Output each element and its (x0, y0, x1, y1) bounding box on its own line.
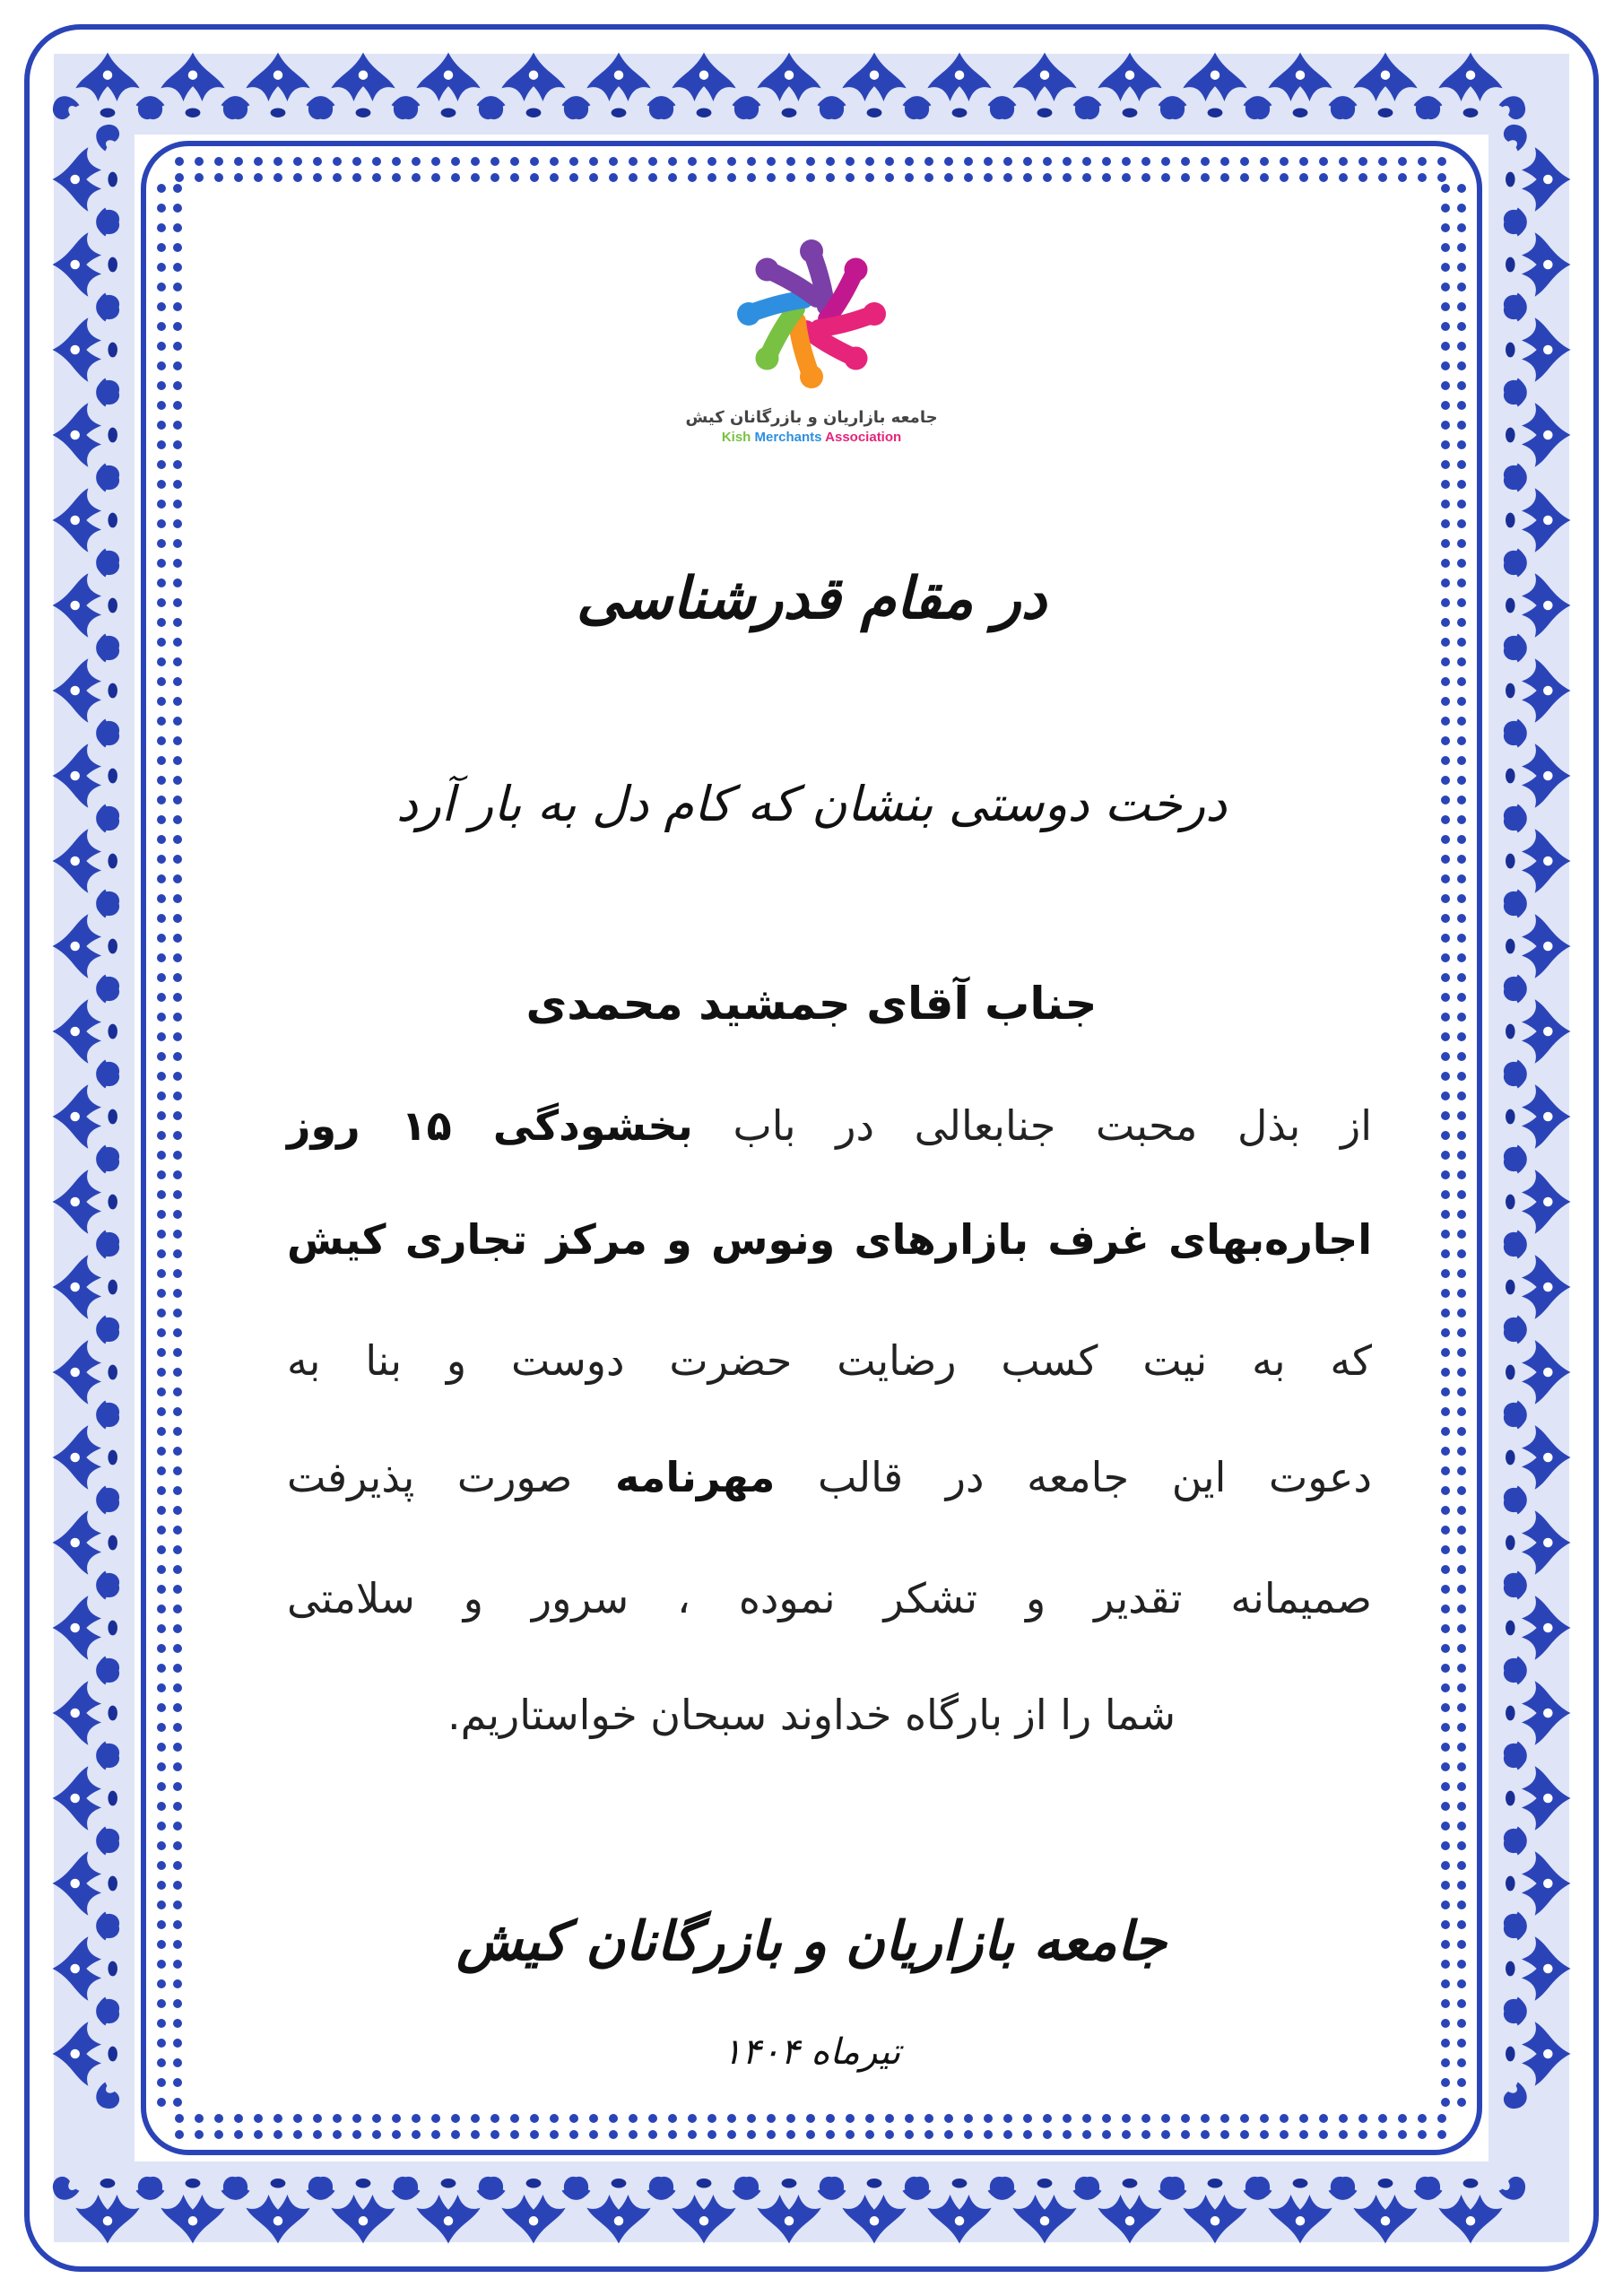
date: تیرماه ۱۴۰۴ (722, 2031, 901, 2073)
body-bold-text: بخشودگی ۱۵ روز (287, 1101, 693, 1150)
logo-en-merchants: Merchants (754, 430, 822, 445)
body-text: دعوت این جامعه در قالب (775, 1453, 1372, 1501)
body-line-1 (287, 1101, 1372, 1150)
logo-en-association: Association (825, 430, 902, 445)
logo-en-kish: Kish (721, 430, 751, 445)
logo-name-en (681, 430, 942, 445)
body-line-6: شما را از بارگاه خداوند سبحان خواستاریم. (447, 1691, 1176, 1739)
body-line-4 (287, 1453, 1372, 1501)
body-text: صورت پذیرفت (287, 1453, 615, 1501)
body-bold-text: مهرنامه (614, 1453, 776, 1501)
poetic-verse: درخت دوستی بنشان که کام دل به بار آرد (395, 776, 1228, 832)
body-line-2: اجاره‌بهای غرف بازارهای ونوس و مرکز تجاری کیش (287, 1215, 1372, 1264)
body-line-3: که به نیت کسب رضایت حضرت دوست و بنا به (287, 1336, 1372, 1385)
body-line-5: صمیمانه تقدیر و تشکر نموده ، سرور و سلامتی (287, 1574, 1372, 1622)
body-text: از بذل محبت جنابعالی در باب (692, 1101, 1373, 1150)
logo-name-fa: جامعه بازاریان و بازرگانان کیش (685, 408, 938, 427)
logo (681, 229, 942, 453)
certificate-heading: در مقام قدرشناسی (576, 565, 1047, 632)
people-circle-logo-icon (681, 229, 942, 408)
recipient-name: جناب آقای جمشید محمدی (525, 978, 1098, 1030)
signature: جامعه بازاریان و بازرگانان کیش (456, 1910, 1167, 1973)
